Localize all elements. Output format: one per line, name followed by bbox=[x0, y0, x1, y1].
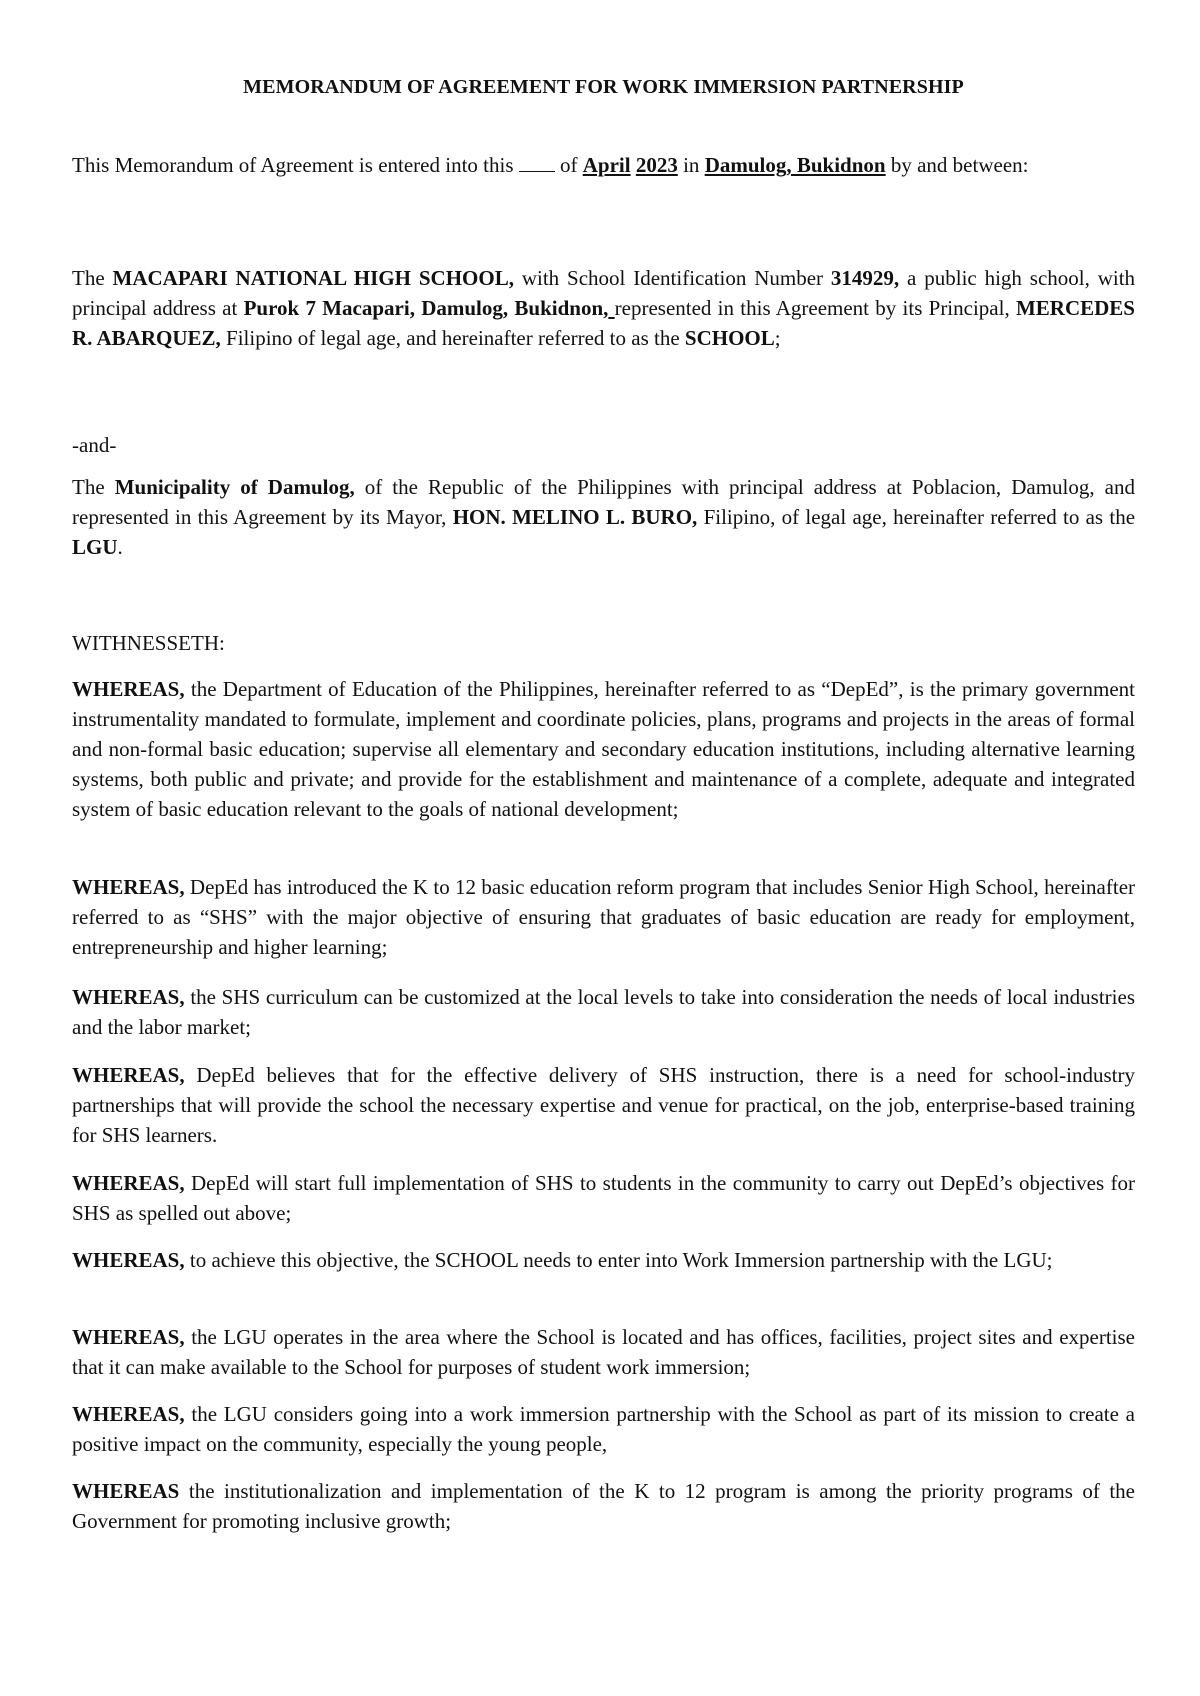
intro-year: 2023 bbox=[635, 153, 678, 177]
whereas-label: WHEREAS, bbox=[72, 875, 185, 899]
and-separator: -and- bbox=[72, 433, 117, 457]
document-title: MEMORANDUM OF AGREEMENT FOR WORK IMMERSION PARTNERSHIP bbox=[243, 76, 964, 98]
school-text: ; bbox=[774, 326, 781, 350]
school-text: represented in this Agreement by its Principal, bbox=[614, 296, 1010, 320]
intro-text: This Memorandum of Agreement is entered into this bbox=[72, 153, 514, 177]
lgu-paragraph bbox=[72, 472, 1135, 562]
whereas-clause bbox=[72, 674, 1135, 824]
intro-text: of bbox=[560, 153, 578, 177]
intro-text: by and between: bbox=[890, 153, 1029, 177]
whereas-text: the LGU considers going into a work immersion partnership with the School as part of its mission to create a positive impact on the community, especially the young people, bbox=[72, 1402, 1136, 1456]
whereas-label: WHEREAS, bbox=[72, 1325, 185, 1349]
whereas-clause bbox=[72, 1322, 1135, 1382]
witnesseth-heading: WITHNESSETH: bbox=[72, 631, 225, 655]
lgu-text: of the Republic of the Philippines with principal address at Poblacion, Damulog, and represented in this Agreement by its Mayor, bbox=[72, 475, 1135, 529]
date-blank bbox=[519, 153, 555, 172]
whereas-clause bbox=[72, 1245, 1135, 1275]
lgu-ref: LGU bbox=[72, 535, 118, 559]
intro-place: Damulog, Bukidnon bbox=[704, 153, 886, 177]
whereas-label: WHEREAS bbox=[72, 1479, 180, 1503]
whereas-text: DepEd has introduced the K to 12 basic education reform program that includes Senior High School, hereinafter referred to as “SHS” with the major objective of ensuring that graduates of basic education are ready for employment, entrepreneurship and higher learning; bbox=[72, 875, 1136, 959]
whereas-clause bbox=[72, 1399, 1135, 1459]
whereas-label: WHEREAS, bbox=[72, 985, 185, 1009]
whereas-label: WHEREAS, bbox=[72, 677, 185, 701]
school-ref: SCHOOL bbox=[684, 326, 775, 350]
whereas-text: to achieve this objective, the SCHOOL needs to enter into Work Immersion partnership with the LGU; bbox=[189, 1248, 1053, 1272]
whereas-text: DepEd will start full implementation of SHS to students in the community to carry out DepEd’s objectives for SHS as spelled out above; bbox=[72, 1171, 1135, 1225]
school-text: a public high school, with principal address at bbox=[72, 266, 1136, 320]
school-text: Filipino of legal age, and hereinafter referred to as the bbox=[226, 326, 680, 350]
whereas-label: WHEREAS, bbox=[72, 1248, 185, 1272]
school-text: with School Identification Number bbox=[521, 266, 824, 290]
lgu-text: The bbox=[72, 475, 105, 499]
intro-paragraph bbox=[72, 150, 1135, 180]
whereas-clause bbox=[72, 1476, 1135, 1536]
whereas-clause bbox=[72, 1168, 1135, 1228]
whereas-clause bbox=[72, 982, 1135, 1042]
whereas-label: WHEREAS, bbox=[72, 1063, 185, 1087]
lgu-text: . bbox=[117, 535, 123, 559]
whereas-text: the Department of Education of the Philippines, hereinafter referred to as “DepEd”, is the primary government instrumentality mandated to formulate, implement and coordinate policies, plans, programs and projects in the areas of formal and non-formal basic education; supervise all elementary and secondary education institutions, including alternative learning systems, both public and private; and provide for the establishment and maintenance of a complete, adequate and integrated system of basic education relevant to the goals of national development; bbox=[72, 677, 1135, 821]
whereas-clause bbox=[72, 872, 1135, 962]
lgu-name: Municipality of Damulog, bbox=[114, 475, 355, 499]
principal-name: MERCEDES R. ABARQUEZ, bbox=[72, 296, 1135, 350]
school-address: Purok 7 Macapari, Damulog, Bukidnon, bbox=[243, 296, 609, 320]
school-id: 314929, bbox=[830, 266, 900, 290]
whereas-text: the SHS curriculum can be customized at the local levels to take into consideration the needs of local industries and the labor market; bbox=[72, 985, 1136, 1039]
whereas-label: WHEREAS, bbox=[72, 1402, 185, 1426]
school-text: The bbox=[72, 266, 105, 290]
school-paragraph bbox=[72, 263, 1135, 353]
lgu-text: Filipino, of legal age, hereinafter referred to as the bbox=[703, 505, 1136, 529]
school-name: MACAPARI NATIONAL HIGH SCHOOL, bbox=[112, 266, 514, 290]
whereas-label: WHEREAS, bbox=[72, 1171, 185, 1195]
whereas-text: the LGU operates in the area where the School is located and has offices, facilities, project sites and expertise that it can make available to the School for purposes of student work immersion; bbox=[72, 1325, 1136, 1379]
intro-month: April bbox=[582, 153, 631, 177]
whereas-text: the institutionalization and implementation of the K to 12 program is among the priority programs of the Government for promoting inclusive growth; bbox=[72, 1479, 1136, 1533]
mayor-name: HON. MELINO L. BURO, bbox=[452, 505, 698, 529]
whereas-clause bbox=[72, 1060, 1135, 1150]
whereas-text: DepEd believes that for the effective delivery of SHS instruction, there is a need for school-industry partnerships that will provide the school the necessary expertise and venue for practical, on the job, enterprise-based training for SHS learners. bbox=[72, 1063, 1135, 1147]
intro-text: in bbox=[683, 153, 700, 177]
